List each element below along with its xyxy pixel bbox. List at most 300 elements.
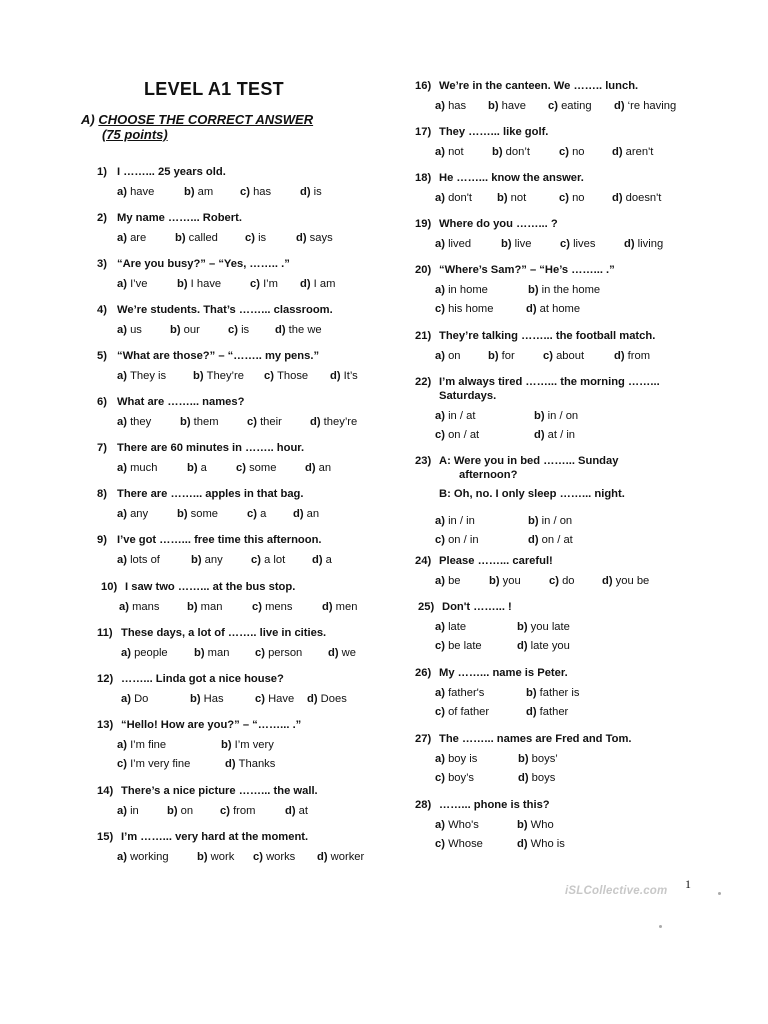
answer-option [549,575,575,587]
option-text: is [241,324,250,336]
answer-option [435,238,471,250]
option-letter: d) [330,370,344,382]
question-number: 13) [97,719,114,731]
option-text: work [210,851,235,863]
answer-option [435,429,479,441]
answer-option [193,370,244,382]
option-text: of father [448,706,490,718]
question-text: He ……... know the answer. [439,172,584,184]
answer-option [435,753,477,765]
answer-option [330,370,358,382]
section-instruction: CHOOSE THE CORRECT ANSWER [98,112,314,127]
option-text: boys [531,772,556,784]
answer-option [121,647,168,659]
option-letter: b) [180,416,194,428]
option-text: his home [448,303,494,315]
option-letter: b) [221,739,235,751]
option-text: It’s [343,370,358,382]
option-letter: d) [624,238,638,250]
option-text: They is [130,370,167,382]
option-letter: a) [117,508,131,520]
answer-option [275,324,322,336]
option-letter: c) [435,303,449,315]
option-letter: a) [117,805,131,817]
option-text: much [130,462,158,474]
answer-option [435,534,479,546]
page-title: LEVEL A1 TEST [144,79,284,99]
question-number: 11) [97,627,113,639]
option-letter: b) [191,554,205,566]
option-letter: a) [117,186,131,198]
question-text: They’re talking ……... the football match. [439,330,656,342]
option-text: any [204,554,223,566]
question-number: 1) [97,166,107,178]
answer-option [528,534,573,546]
answer-option [296,232,333,244]
answer-option [435,772,474,784]
answer-option [526,303,580,315]
answer-option [517,621,570,633]
option-letter: b) [177,508,191,520]
question-text: I’m ……... very hard at the moment. [121,831,309,843]
option-letter: c) [435,838,449,850]
answer-option [177,508,218,520]
question-26 [415,667,568,679]
option-letter: b) [534,410,548,422]
answer-option [225,758,275,770]
option-text: you [502,575,521,587]
section-heading [81,112,313,127]
option-letter: d) [612,192,626,204]
answer-option [247,416,282,428]
question-text: A: Were you in bed ……... Sunday [439,455,619,467]
option-text: aren't [625,146,654,158]
option-text: them [193,416,219,428]
answer-option [614,100,676,112]
option-text: I’m very fine [130,758,191,770]
question-text: These days, a lot of …….. live in cities. [121,627,327,639]
answer-option [435,192,472,204]
option-text: person [268,647,303,659]
option-text: do [562,575,575,587]
question-text: My name ……... Robert. [117,212,242,224]
question-text: “Hello! How are you?” – “……... .” [121,719,302,731]
option-text: has [253,186,272,198]
answer-option [247,508,266,520]
answer-option [170,324,200,336]
question-text: I ……... 25 years old. [117,166,226,178]
section-points: (75 points) [102,127,168,142]
answer-option [492,146,530,158]
option-text: They’re [206,370,244,382]
question-21 [415,330,655,342]
option-letter: a) [117,462,131,474]
option-letter: b) [184,186,198,198]
option-letter: b) [497,192,511,204]
option-text: boy’s [448,772,474,784]
question-text: “Are you busy?” – “Yes, …….. .” [117,258,290,270]
question-number: 7) [97,442,107,454]
option-text: an [318,462,332,474]
answer-option [307,693,347,705]
question-19 [415,218,558,230]
option-letter: c) [435,772,449,784]
option-letter: d) [602,575,616,587]
option-letter: a) [119,601,133,613]
option-letter: a) [435,192,449,204]
option-text: I’m fine [130,739,167,751]
answer-option [612,192,661,204]
answer-option [488,350,515,362]
option-text: lives [573,238,596,250]
answer-option [435,621,466,633]
answer-option [121,693,148,705]
option-text: mens [265,601,293,613]
option-text: on [180,805,194,817]
answer-option [435,350,461,362]
question-number: 26) [415,667,432,679]
option-text: Do [134,693,149,705]
option-text: doesn't [625,192,662,204]
question-text-part-b: B: Oh, no. I only sleep ……... night. [439,488,625,500]
option-letter: d) [307,693,321,705]
option-letter: b) [517,621,531,633]
option-text: for [501,350,515,362]
question-number: 19) [415,218,432,230]
decorative-dot [659,925,662,928]
question-text: There’s a nice picture ……... the wall. [121,785,318,797]
answer-option [285,805,308,817]
answer-option [236,462,276,474]
option-text: people [134,647,168,659]
option-letter: a) [117,554,131,566]
option-text: Has [203,693,224,705]
answer-option [117,508,148,520]
answer-option [300,278,335,290]
option-text: some [190,508,219,520]
option-letter: c) [255,693,269,705]
option-text: boys’ [531,753,558,765]
option-letter: c) [250,278,264,290]
option-text: you be [615,575,650,587]
option-letter: b) [193,370,207,382]
answer-option [167,805,193,817]
watermark: iSLCollective.com [565,885,668,897]
option-letter: c) [543,350,557,362]
question-22 [415,376,660,388]
option-letter: a) [117,278,131,290]
answer-option [435,706,489,718]
option-text: they’re [323,416,358,428]
answer-option [177,278,221,290]
answer-option [534,410,578,422]
option-letter: d) [300,278,314,290]
answer-option [245,232,266,244]
option-text: us [130,324,142,336]
option-text: from [233,805,256,817]
option-text: Have [268,693,295,705]
option-text: worker [330,851,365,863]
answer-option [559,192,585,204]
question-12 [97,673,284,685]
option-text: late [448,621,467,633]
option-letter: a) [117,851,131,863]
option-text: works [266,851,296,863]
option-letter: c) [251,554,265,566]
question-number: 4) [97,304,107,316]
answer-option [117,739,166,751]
answer-option [250,278,278,290]
question-number: 3) [97,258,107,270]
option-letter: b) [492,146,506,158]
option-letter: c) [220,805,234,817]
answer-option [117,416,151,428]
option-letter: d) [275,324,289,336]
option-letter: b) [488,100,502,112]
option-text: from [627,350,651,362]
answer-option [312,554,332,566]
question-9 [97,534,322,546]
option-text: Does [320,693,347,705]
option-letter: c) [549,575,563,587]
answer-option [488,100,526,112]
option-text: Those [277,370,309,382]
question-number: 17) [415,126,432,138]
question-17 [415,126,548,138]
question-number: 6) [97,396,107,408]
option-text: not [448,146,464,158]
answer-option [517,819,554,831]
question-text: I saw two ……... at the bus stop. [125,581,296,593]
option-letter: b) [170,324,184,336]
answer-option [191,554,223,566]
option-text: living [637,238,664,250]
question-number: 25) [418,601,435,613]
answer-option [435,410,475,422]
question-3 [97,258,290,270]
answer-option [435,819,479,831]
option-text: I’m [263,278,278,290]
question-text: I’m always tired ……... the morning ……... [439,376,660,388]
option-letter: a) [435,100,449,112]
answer-option [518,753,558,765]
answer-option [518,772,555,784]
option-text: our [183,324,200,336]
option-text: at [298,805,309,817]
option-text: be late [448,640,482,652]
option-text: I have [190,278,222,290]
answer-option [221,739,274,751]
question-14 [97,785,318,797]
answer-option [194,647,229,659]
answer-option [117,370,166,382]
answer-option [517,838,565,850]
option-text: don't [448,192,472,204]
option-letter: c) [255,647,269,659]
option-text: on / in [448,534,479,546]
answer-option [184,186,213,198]
question-2 [97,212,242,224]
answer-option [253,851,295,863]
option-letter: d) [305,462,319,474]
option-text: Thanks [238,758,276,770]
option-letter: c) [435,640,449,652]
option-text: in the home [541,284,601,296]
question-number: 2) [97,212,107,224]
option-letter: c) [247,416,261,428]
question-20 [415,264,615,276]
option-text: am [197,186,214,198]
option-letter: c) [245,232,259,244]
answer-option [293,508,319,520]
option-letter: b) [197,851,211,863]
option-letter: a) [117,739,131,751]
answer-option [435,575,461,587]
answer-option [328,647,356,659]
option-letter: a) [117,232,131,244]
option-letter: a) [435,146,449,158]
question-number: 5) [97,350,107,362]
answer-option [543,350,584,362]
answer-option [435,284,488,296]
option-letter: b) [488,350,502,362]
answer-option [501,238,531,250]
option-letter: d) [517,838,531,850]
answer-option [117,805,139,817]
option-text: a lot [264,554,286,566]
answer-option [220,805,255,817]
option-text: in / on [547,410,579,422]
answer-option [317,851,364,863]
answer-option [240,186,271,198]
option-text: have [501,100,526,112]
option-letter: c) [117,758,131,770]
question-27 [415,733,632,745]
answer-option [528,284,600,296]
answer-option [534,429,575,441]
answer-option [528,515,572,527]
option-letter: c) [559,192,573,204]
question-11 [97,627,326,639]
option-letter: a) [117,370,131,382]
question-23 [415,455,618,467]
option-text: live [514,238,532,250]
question-10 [101,581,295,593]
option-text: a [260,508,267,520]
option-text: working [130,851,169,863]
answer-option [310,416,357,428]
option-letter: c) [548,100,562,112]
answer-option [228,324,249,336]
question-25 [418,601,512,613]
option-text: is [313,186,322,198]
option-letter: c) [236,462,250,474]
question-number: 24) [415,555,432,567]
answer-option [117,758,190,770]
option-letter: b) [187,462,201,474]
option-text: is [258,232,267,244]
answer-option [264,370,308,382]
question-number: 27) [415,733,432,745]
answer-option [119,601,159,613]
answer-option [497,192,526,204]
answer-option [300,186,322,198]
option-letter: a) [435,819,449,831]
option-letter: b) [501,238,515,250]
option-text: at / in [547,429,576,441]
option-text: Who is [530,838,565,850]
option-letter: b) [177,278,191,290]
option-text: in / on [541,515,573,527]
option-text: men [335,601,358,613]
option-letter: b) [194,647,208,659]
option-letter: d) [293,508,307,520]
option-text: be [448,575,461,587]
option-letter: c) [228,324,242,336]
option-letter: a) [435,410,449,422]
question-text: Don't ……... ! [442,601,512,613]
option-letter: c) [435,429,449,441]
option-letter: c) [435,534,449,546]
option-letter: a) [435,575,449,587]
question-text: They ……... like golf. [439,126,549,138]
answer-option [435,100,466,112]
option-text: in home [448,284,488,296]
option-text: mans [132,601,160,613]
answer-option [251,554,285,566]
answer-option [180,416,219,428]
option-text: in [130,805,139,817]
option-letter: d) [526,706,540,718]
question-number: 23) [415,455,432,467]
option-letter: b) [167,805,181,817]
option-text: in / in [448,515,475,527]
question-text: The ……... names are Fred and Tom. [439,733,632,745]
question-text: “Where’s Sam?” – “He’s ……... .” [439,264,615,276]
question-text: We’re students. That’s ……... classroom. [117,304,333,316]
option-letter: b) [187,601,201,613]
option-text: have [130,186,155,198]
page-number: 1 [685,877,691,891]
question-text: Please ……... careful! [439,555,553,567]
option-text: father [539,706,569,718]
question-number: 18) [415,172,432,184]
question-text: There are ……... apples in that bag. [117,488,304,500]
option-letter: d) [312,554,326,566]
option-letter: d) [612,146,626,158]
option-text: ‘re having [627,100,677,112]
option-letter: c) [240,186,254,198]
question-text: Where do you ……... ? [439,218,558,230]
option-letter: d) [528,534,542,546]
option-letter: d) [534,429,548,441]
option-text: Whose [448,838,483,850]
option-text: lots of [130,554,160,566]
question-8 [97,488,304,500]
answer-option [322,601,357,613]
option-text: Who's [448,819,479,831]
question-text: We’re in the canteen. We …….. lunch. [439,80,639,92]
option-letter: a) [435,687,449,699]
answer-option [614,350,650,362]
option-letter: d) [518,772,532,784]
question-text-continued: Saturdays. [439,390,497,402]
question-number: 8) [97,488,107,500]
question-number: 15) [97,831,114,843]
option-text: the we [288,324,322,336]
answer-option [435,515,475,527]
option-text: an [306,508,320,520]
